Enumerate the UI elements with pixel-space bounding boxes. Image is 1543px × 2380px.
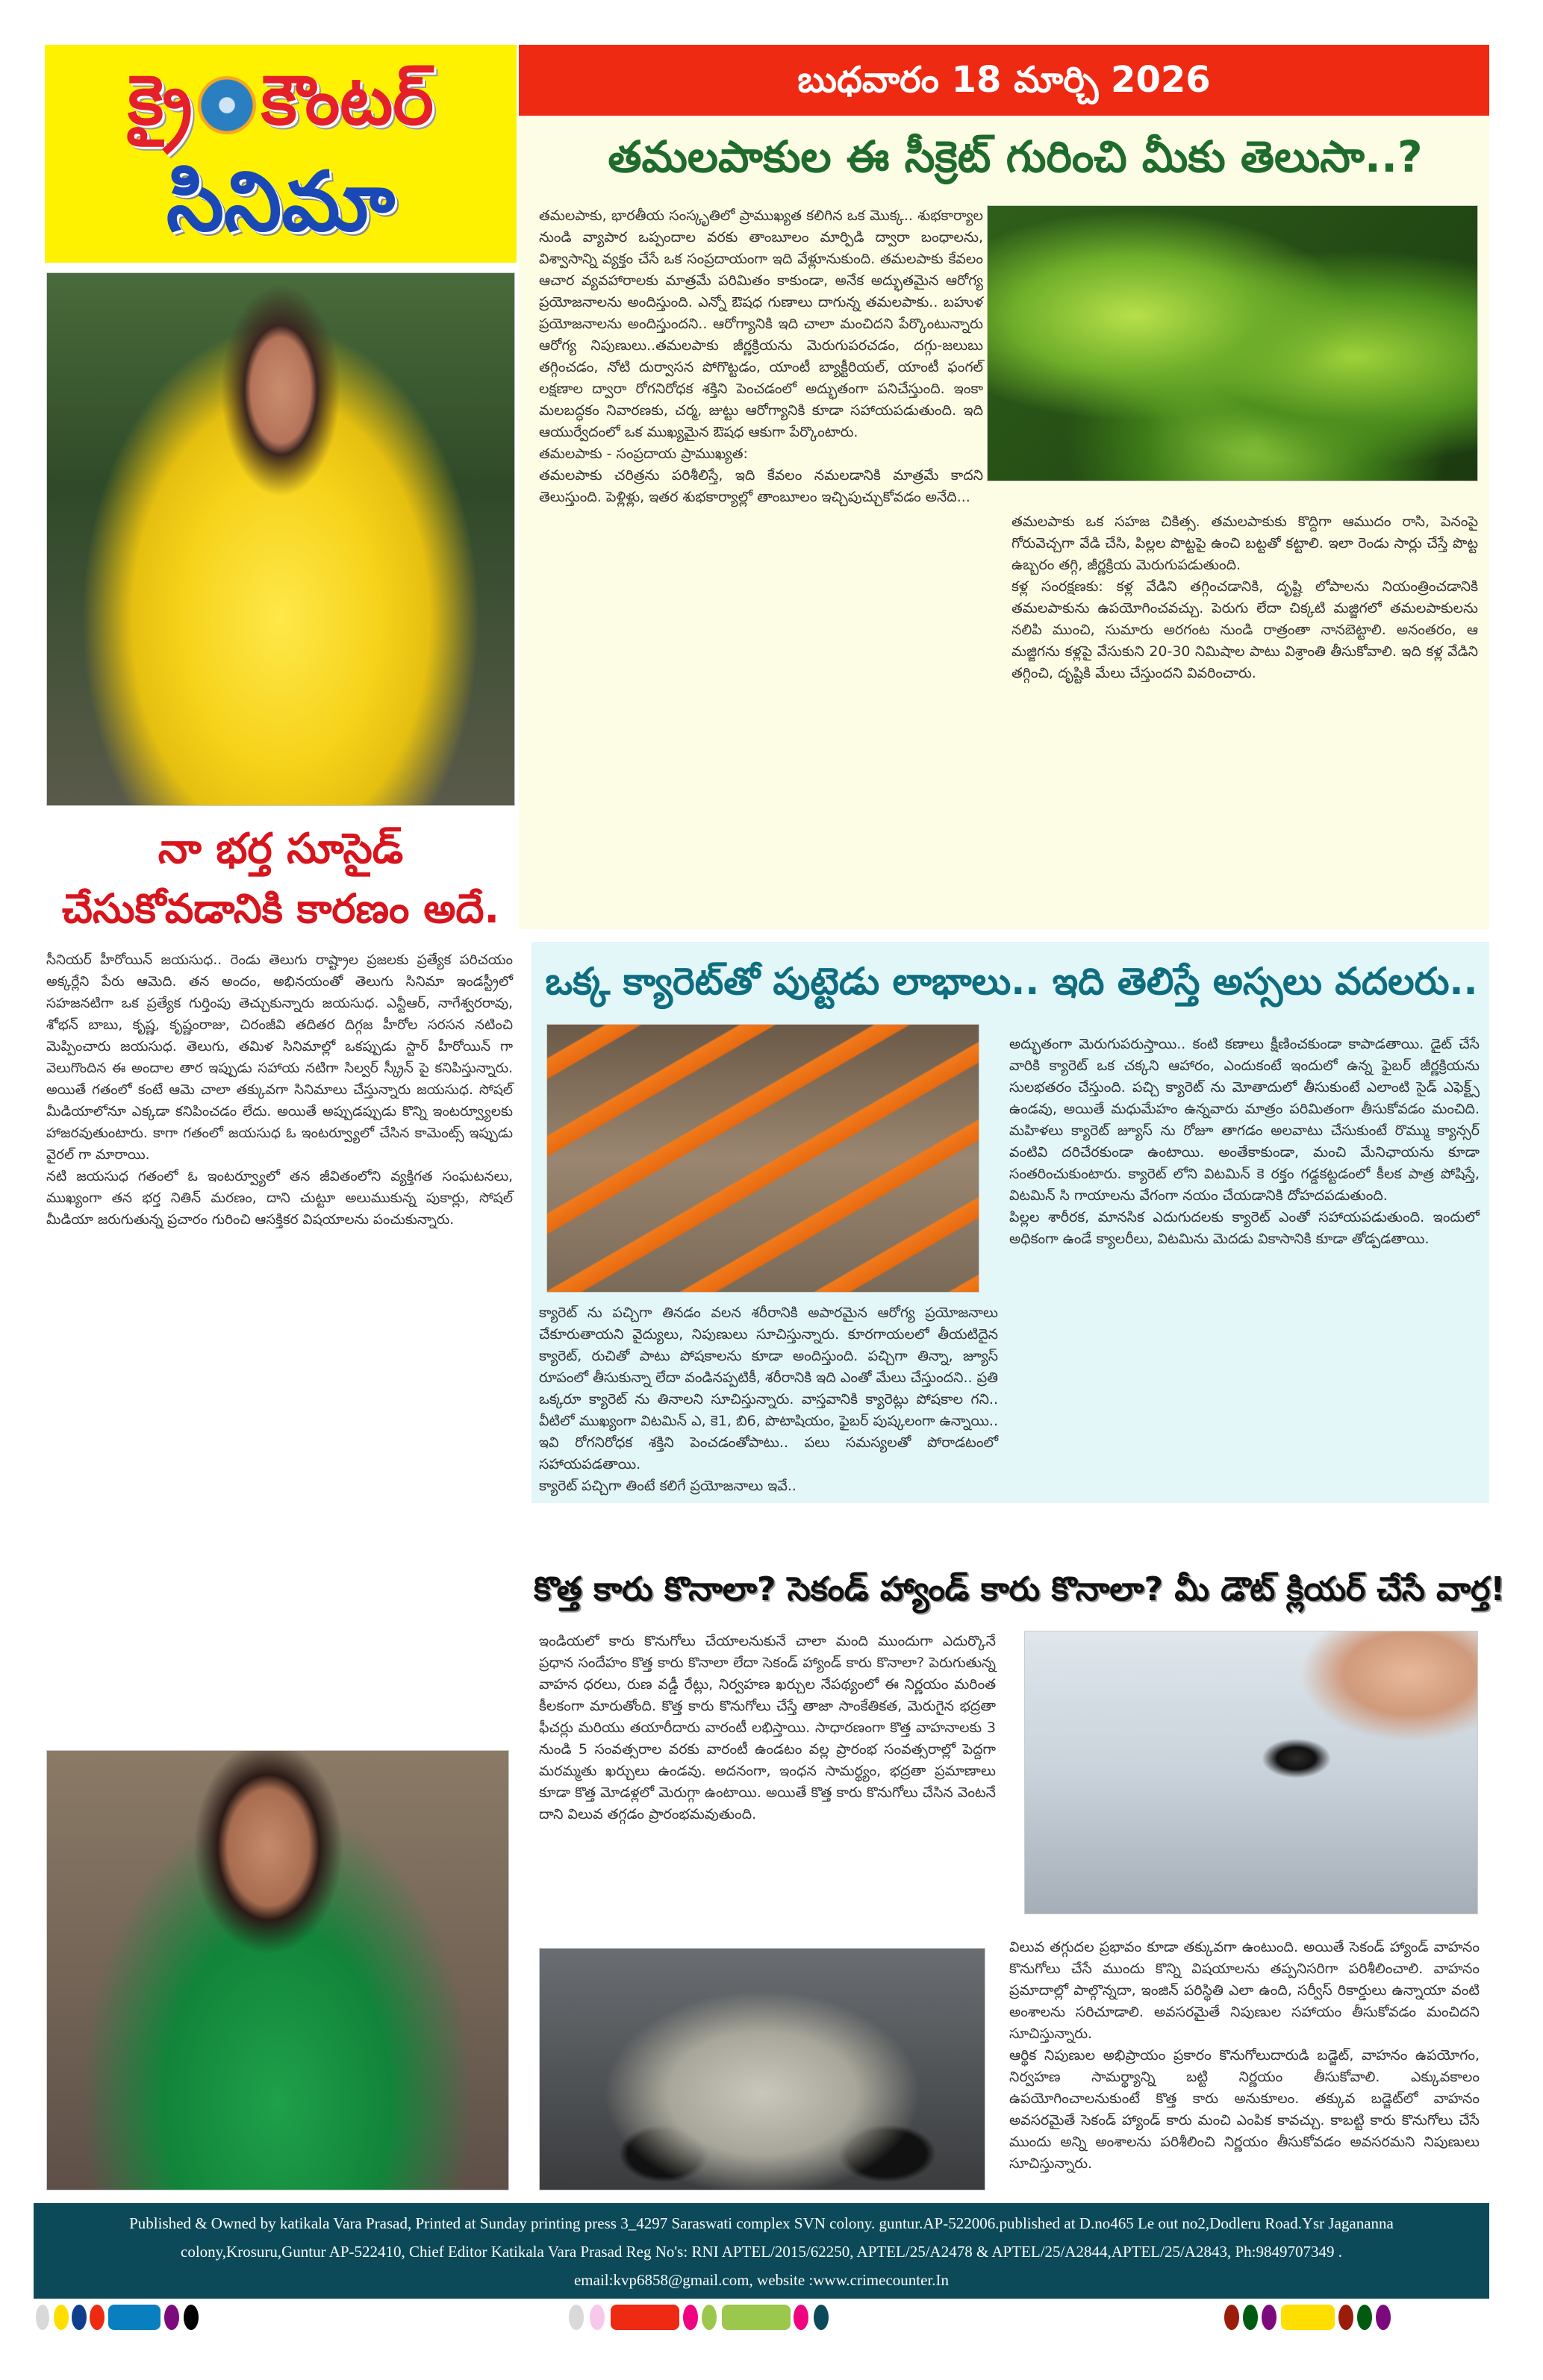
car-col1 — [539, 1631, 996, 1825]
paragraph: ఇండియలో కారు కొనుగోలు చేయాలనుకునే చాలా మంది ముందుగా ఎదుర్కొనే ప్రధాన సందేహం కొత్త కారు కొనాలా లేదా సెకండ్ హ్యాండ్ కారు కొనాలా? పెరుగుతున్న వాహన ధరలు, రుణ వడ్డీ రేట్లు, నిర్వహణ ఖర్చుల నేపథ్యంలో ఈ నిర్ణయం మరింత కీలకంగా మారుతోంది. కొత్త కారు కొనుగోలు చేస్తే తాజా సాంకేతికత, మెరుగైన భద్రతా ఫీచర్లు మరియు తయారీదారు వారంటీ లభిస్తాయి. సాధారణంగా కొత్త వాహనాలకు 3 నుండి 5 సంవత్సరాల వరకు వారంటీ ఉండటం వల్ల ప్రారంభ సంవత్సరాల్లో పెద్దగా మరమ్మతు ఖర్చులు ఉండవు. అదనంగా, ఇంధన సామర్థ్యం, భద్రతా ప్రమాణాలు కూడా కొత్త మోడళ్లలో మెరుగ్గా ఉంటాయి. అయితే కొత్త కారు కొనుగోలు చేసిన వెంటనే దాని విలువ తగ్గడం ప్రారంభమవుతుంది. — [539, 1633, 996, 1823]
paragraph: తమలపాకు, భారతీయ సంస్కృతిలో ప్రాముఖ్యత కలిగిన ఒక మొక్క.. శుభకార్యాల నుండి వ్యాపార ఒప్పందాల వరకు తాంబూలం మార్పిడి ద్వారా బంధాలను, విశ్వాసాన్ని వ్యక్తం చేసే ఒక సంప్రదాయంగా ఇది వేళ్లూనుకుంది. తమలపాకు కేవలం ఆచార వ్యవహారాలకు మాత్రమే పరిమితం కాకుండా, అనేక అద్భుతమైన ఆరోగ్య ప్రయోజనాలను అందిస్తుంది. ఎన్నో ఔషధ గుణాలు దాగున్న తమలపాకు.. బహుళ ప్రయోజనాలను అందిస్తుందని.. ఆరోగ్యానికి ఇది చాలా మంచిదని పేర్కొంటున్నారు ఆరోగ్య నిపుణులు..తమలపాకు జీర్ణక్రియను మెరుగుపరచడం, దగ్గు-జలుబు తగ్గించడం, నోటి దుర్వాసన పోగొట్టడం, యాంటీ బ్యాక్టీరియల్, యాంటీ ఫంగల్ లక్షణాల ద్వారా రోగనిరోధక శక్తిని పెంచడంలో అద్భుతంగా పనిచేస్తుంది. ఇంకా మలబద్ధకం నివారణకు, చర్మ, జుట్టు ఆరోగ్యానికి కూడా సహాయపడుతుంది. ఇది ఆయుర్వేదంలో ఒక ముఖ్యమైన ఔషధ ఆకుగా పేర్కొంటారు. — [539, 207, 983, 440]
car-col2 — [1009, 1937, 1480, 2175]
paragraph: తమలపాకు చరిత్రను పరిశీలిస్తే, ఇది కేవలం నమలడానికి మాత్రమే కాదని తెలుస్తుంది. పెళ్లిళ్లు, ఇతర శుభకార్యాల్లో తాంబూలం ఇచ్చిపుచ్చుకోవడం అనేది... — [539, 467, 983, 505]
jayasudha-body — [46, 949, 513, 1231]
car-key-image — [1024, 1631, 1478, 1914]
swatch — [1262, 2305, 1277, 2330]
swatch — [1338, 2305, 1353, 2330]
carrots-image — [546, 1024, 979, 1293]
swatch — [722, 2305, 791, 2330]
swatch — [164, 2305, 179, 2330]
swatch — [184, 2305, 199, 2330]
jayasudha-headline-line2: చేసుకోవడానికి కారణం అదే. — [61, 885, 500, 932]
subheading: క్యారెట్ పచ్చిగా తింటే కలిగే ప్రయోజనాలు ఇవే.. — [539, 1478, 797, 1494]
swatch — [683, 2305, 698, 2330]
swatch — [611, 2305, 679, 2330]
swatch — [702, 2305, 717, 2330]
swatch — [814, 2305, 829, 2330]
new-car-image — [539, 1948, 985, 2190]
publisher-footer — [34, 2203, 1489, 2299]
carrot-headline: ఒక్క క్యారెట్‌తో పుట్టెడు లాభాలు.. ఇది తెలిస్తే అస్సలు వదలరు.. — [545, 960, 1478, 1003]
paragraph: విలువ తగ్గుదల ప్రభావం కూడా తక్కువగా ఉంటుంది. అయితే సెకండ్ హ్యాండ్ వాహనం కొనుగోలు చేసే ముందు కొన్ని విషయాలను తప్పనిసరిగా పరిశీలించాలి. వాహనం ప్రమాదాల్లో పాల్గొన్నదా, ఇంజిన్ పరిస్థితి ఎలా ఉంది, సర్వీస్ రికార్డులు ఉన్నాయా వంటి అంశాలను సరిచూడాలి. అవసరమైతే నిపుణుల సహాయం తీసుకోవడం మంచిదని సూచిస్తున్నారు. — [1009, 1939, 1480, 2042]
swatch — [36, 2305, 49, 2330]
paragraph: కళ్ల సంరక్షణకు: కళ్ల వేడిని తగ్గించడానికి, దృష్టి లోపాలను నియంత్రించడానికి తమలపాకును ఉపయోగించవచ్చు. పెరుగు లేదా చిక్కటి మజ్జిగలో తమలపాకులను నలిపి ముంచి, సుమారు అరగంట నుండి రాత్రంతా నానబెట్టాలి. అనంతరం, ఆ మజ్జిగను కళ్లపై వేసుకుని 20-30 నిమిషాల పాటు విశ్రాంతి తీసుకోవాలి. ఇది కళ్ల వేడిని తగ్గించి, దృష్టికి మేలు చేస్తుందని వివరించారు. — [1011, 578, 1478, 681]
paragraph: క్యారెట్ ను పచ్చిగా తినడం వలన శరీరానికి అపారమైన ఆరోగ్య ప్రయోజనాలు చేకూరుతాయని వైద్యులు, నిపుణులు సూచిస్తున్నారు. కూరగాయలలో తీయటిదైన క్యారెట్, రుచితో పాటు పోషకాలను కూడా అందిస్తుంది. పచ్చిగా తిన్నా, జ్యూస్ రూపంలో తీసుకున్నా లేదా వండినప్పటికీ, శరీరానికి ఇది ఎంతో మేలు చేస్తుందని.. ప్రతి ఒక్కరూ క్యారెట్ ను తినాలని సూచిస్తున్నారు. వాస్తవానికి క్యారెట్లు పోషకాల గని.. వీటిలో ముఖ్యంగా విటమిన్ ఎ, కె1, బి6, పొటాషియం, ఫైబర్ పుష్కలంగా ఉన్నాయి.. ఇవి రోగనిరోధక శక్తిని పెంచడంతోపాటు.. పలు సమస్యలతో పోరాడటంలో సహాయపడతాయి. — [539, 1305, 998, 1472]
logo-crime-text: క్రై — [128, 60, 193, 140]
paragraph: ఆర్థిక నిపుణుల అభిప్రాయం ప్రకారం కొనుగోలుదారుడి బడ్జెట్, వాహనం ఉపయోగం, నిర్వహణ సామర్థ్యాన్ని బట్టి నిర్ణయం తీసుకోవాలి. ఎక్కువకాలం ఉపయోగించాలనుకుంటే కొత్త కారు అనుకూలం. తక్కువ బడ్జెట్‌లో వాహనం అవసరమైతే సెకండ్ హ్యాండ్ కారు మంచి ఎంపిక కావచ్చు. కాబట్టి కారు కొనుగోలు చేసే ముందు అన్ని అంశాలను పరిశీలించి నిర్ణయం తీసుకోవడం అవసరమని నిపుణులు సూచిస్తున్నారు. — [1009, 2047, 1480, 2172]
actress-yellow-saree-photo — [46, 272, 515, 806]
masthead-logo — [45, 45, 517, 263]
swatch — [1357, 2305, 1372, 2330]
footer-line: colony,Krosuru,Guntur AP-522410, Chief Editor Katikala Vara Prasad Reg No's: RNI APTEL/2015/62250, APTEL/25/A2478 & APTEL/25/A2844,APTEL/25/A2843, Ph:9849707349 . — [181, 2243, 1342, 2261]
betel-leaves-image — [987, 205, 1478, 481]
betel-col1 — [539, 205, 983, 508]
betel-col2 — [1011, 511, 1478, 684]
paragraph: సీనియర్ హీరోయిన్ జయసుధ.. రెండు తెలుగు రాష్ట్రాల ప్రజలకు ప్రత్యేక పరిచయం అక్కర్లేని పేరు ఆమెది. తన అందం, అభినయంతో తెలుగు సినిమా ఇండస్ట్రీలో సహజనటిగా ఒక ప్రత్యేక గుర్తింపు తెచ్చుకున్నారు జయసుధ. ఎన్టీఆర్, నాగేశ్వరరావు, శోభన్ బాబు, కృష్ణ, కృష్ణంరాజు, చిరంజీవి తదితర దిగ్గజ హీరోల సరసన నటించి మెప్పించారు జయసుధ. తెలుగు, తమిళ సినిమాల్లో ఒకప్పుడు స్టార్ హీరోయిన్ గా వెలుగొందిన ఈ అందాల తార ఇప్పుడు సహాయ నటిగా సిల్వర్ స్క్రీన్ పై కనిపిస్తున్నారు. అయితే గతంలో కంటే ఆమె చాలా తక్కువగా సినిమాలు చేస్తున్నారు జయసుధ. సోషల్ మీడియాలోనూ ఎక్కడా కనిపించడం లేదు. అయితే అప్పుడప్పుడు కొన్ని ఇంటర్వ్యూలకు హాజరవుతుంటారు. కాగా గతంలో జయసుధ ఓ ఇంటర్వ్యూలో చేసిన కామెంట్స్ ఇప్పుడు వైరల్ గా మారాయి. — [46, 952, 513, 1163]
carrot-col1 — [539, 1302, 998, 1497]
carrot-col2 — [1009, 1034, 1480, 1250]
subheading: తమలపాకు - సంప్రదాయ ప్రాముఖ్యత: — [539, 446, 748, 462]
swatch — [590, 2305, 605, 2330]
logo-cinema-text: సినిమా — [166, 154, 396, 249]
footer-contact: email:kvp6858@gmail.com, website :www.crimecounter.In — [573, 2271, 950, 2289]
swatch — [794, 2305, 808, 2330]
paragraph: పిల్లల శారీరక, మానసిక ఎదుగుదలకు క్యారెట్ ఎంతో సహాయపడుతుంది. ఇందులో అధికంగా ఉండే క్యాలరీలు, విటమిను మెదడు వికాసానికి కూడా తోడ్పడతాయి. — [1009, 1209, 1480, 1247]
paragraph: తమలపాకు ఒక సహజ చికిత్స. తమలపాకుకు కొద్దిగా ఆముదం రాసి, పెనంపై గోరువెచ్చగా వేడి చేసి, పిల్లల పొట్టపై ఉంచి బట్టతో కట్టాలి. ఇలా రెండు సార్లు చేస్తే పొట్ట ఉబ్బరం తగ్గి, జీర్ణక్రియ మెరుగుపడుతుంది. — [1011, 513, 1478, 573]
paragraph: అద్భుతంగా మెరుగుపరుస్తాయి.. కంటి కణాలు క్షీణించకుండా కాపాడతాయి. డైట్ చేసే వారికి క్యారెట్ ఒక చక్కని ఆహారం, ఎందుకంటే ఇందులో ఉన్న ఫైబర్ జీర్ణక్రియను సులభతరం చేస్తుంది. పచ్చి క్యారెట్ ను మోతాదులో తీసుకుంటే ఎలాంటి సైడ్ ఎఫెక్ట్స్ ఉండవు, అయితే మధుమేహం ఉన్నవారు మాత్రం పరిమితంగా తీసుకోవడం మంచిది. మహిళలు క్యారెట్ జ్యూస్ ను రోజూ తాగడం అలవాటు చేసుకుంటే రొమ్ము క్యాన్సర్ వంటివి దరిచేరకుండా ఉంటాయి. అంతేకాకుండా, మంచి మేనిఛాయను కూడా సంతరించుకుంటారు. క్యారెట్ లోని విటమిన్ కె రక్తం గడ్డకట్టడంలో కీలక పాత్ర పోషిస్తే, విటమిన్ సి గాయాలను వేగంగా నయం చేయడానికి దోహదపడుతుంది. — [1009, 1036, 1480, 1204]
date-bar: బుధవారం 18 మార్చి 2026 — [519, 45, 1489, 116]
swatch — [54, 2305, 69, 2330]
swatch — [1224, 2305, 1239, 2330]
paragraph: నటి జయసుధ గతంలో ఓ ఇంటర్వ్యూలో తన జీవితంలోని వ్యక్తిగత సంఘటనలు, ముఖ్యంగా తన భర్త నితిన్ మరణం, దాని చుట్టూ అలుముకున్న పుకార్లు, సోషల్ మీడియా జరుగుతున్న ప్రచారం గురించి ఆసక్తికర విషయాలను పంచుకున్నారు. — [46, 1169, 513, 1228]
compass-logo-icon — [197, 75, 257, 135]
betel-headline: తమలపాకుల ఈ సీక్రెట్ గురించి మీకు తెలుసా..? — [608, 131, 1423, 182]
car-headline: కొత్త కారు కొనాలా? సెకండ్ హ్యాండ్ కారు కొనాలా? మీ డౌట్ క్లియర్ చేసే వార్త! — [534, 1570, 1506, 1608]
swatch — [72, 2305, 87, 2330]
footer-line: Published & Owned by katikala Vara Prasad, Printed at Sunday printing press 3_4297 Saraswati complex SVN colony. guntur.AP-522006.published at D.no465 Le out no2,Dodleru Road.Ysr Jagananna — [129, 2214, 1394, 2232]
swatch — [569, 2305, 584, 2330]
actress-green-saree-photo — [46, 1750, 509, 2190]
swatch — [1376, 2305, 1391, 2330]
swatch — [1243, 2305, 1258, 2330]
jayasudha-headline-line1: నా భర్త సూసైడ్ — [158, 825, 404, 873]
swatch — [1281, 2305, 1335, 2330]
logo-counter-text: కౌంటర్ — [261, 60, 434, 140]
swatch — [90, 2305, 105, 2330]
swatch — [108, 2305, 160, 2330]
